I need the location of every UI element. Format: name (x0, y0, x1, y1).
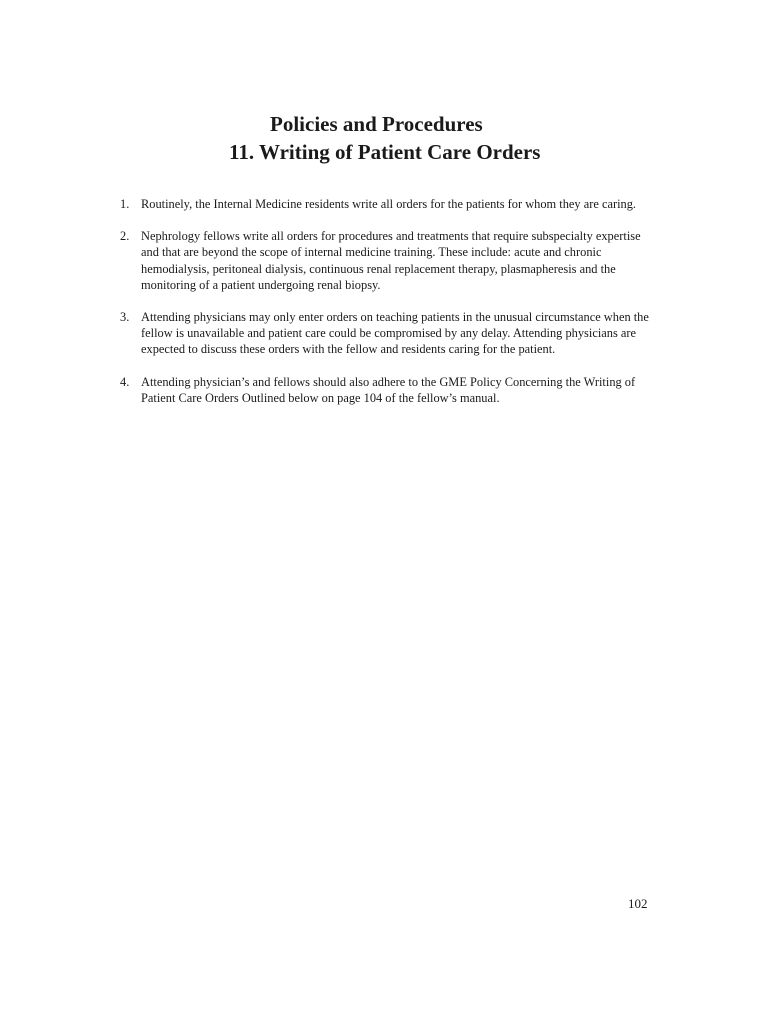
title-line-policies: Policies and Procedures (270, 112, 483, 136)
title-line-section: 11. Writing of Patient Care Orders (229, 140, 541, 164)
policy-list (120, 196, 660, 422)
list-item-number: 1. (120, 197, 130, 211)
list-item-text: Routinely, the Internal Medicine residents write all orders for the patients for whom they are caring. (141, 197, 637, 211)
page-title (0, 110, 768, 166)
list-item-number: 2. (120, 229, 130, 244)
list-item-number: 3. (120, 310, 130, 325)
list-item-text: Attending physicians may only enter orders on teaching patients in the unusual circumstance when the fellow is unavailable and patient care could be compromised by any delay. Attending physicians are expected to discuss these orders with the fellow and residents caring for the patient. (141, 310, 649, 357)
list-item (120, 309, 660, 358)
page-number: 102 (628, 896, 648, 911)
list-item-number: 4. (120, 374, 130, 389)
list-item (120, 228, 660, 293)
list-item (120, 196, 660, 212)
list-item (120, 374, 660, 406)
list-item-text: Attending physician’s and fellows should also adhere to the GME Policy Concerning the Writing of Patient Care Orders Outlined below on page 104 of the fellow’s manual. (141, 374, 636, 405)
list-item-text: Nephrology fellows write all orders for procedures and treatments that require subspecialty expertise and that are beyond the scope of internal medicine training. These include: acute and chronic hemodialysis, peritoneal dialysis, continuous renal replacement therapy, plasmapheresis and the monitoring of a patient undergoing renal biopsy. (141, 229, 641, 292)
